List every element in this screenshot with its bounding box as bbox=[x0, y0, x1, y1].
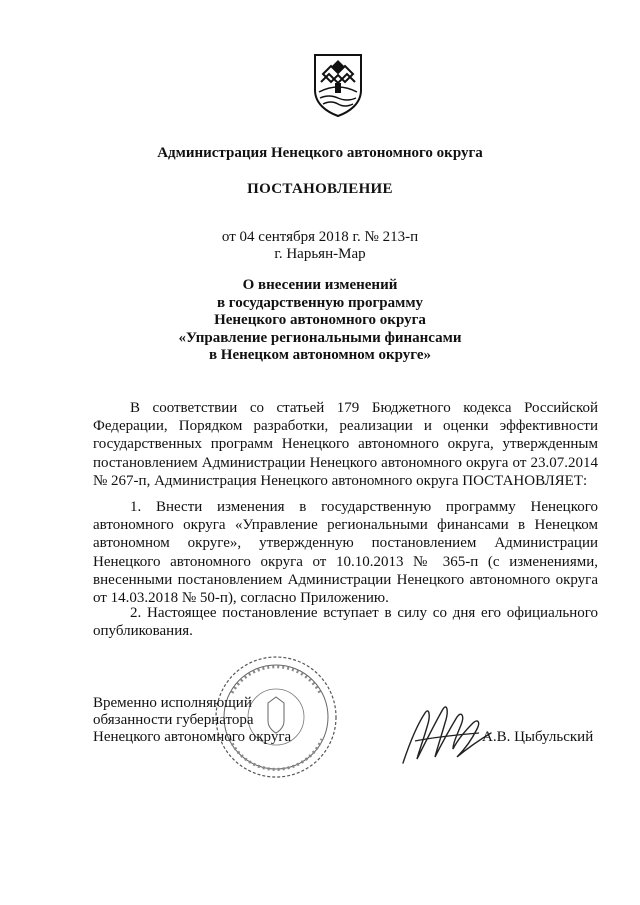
subject-line: Ненецкого автономного округа bbox=[214, 312, 426, 328]
item-1-paragraph: 1. Внести изменения в государственную программу Ненецкого автономного округа «Управление региональными финансами в Ненецком автономном округе», утвержденную постановлением Администрации Ненецкого автономного округа от 10.10.2013 № 365-п (с изменениями, внесенными постановлением Администрации Ненецкого автономного округа от 14.03.2018 № 50-п), согласно Приложению. bbox=[93, 499, 598, 607]
signer-name: А.В. Цыбульский bbox=[482, 729, 594, 745]
document-subject bbox=[0, 277, 640, 365]
position-line: обязанности губернатора bbox=[93, 712, 254, 728]
signatory-position bbox=[93, 695, 291, 746]
handwritten-signature-icon bbox=[395, 697, 495, 769]
document-city: г. Нарьян-Мар bbox=[274, 246, 366, 262]
organization-title: Администрация Ненецкого автономного округа bbox=[157, 145, 483, 161]
subject-line: О внесении изменений bbox=[242, 277, 398, 293]
intro-paragraph: В соответствии со статьей 179 Бюджетного кодекса Российской Федерации, Порядком разработки, реализации и оценки эффективности государственных программ Ненецкого автономного округа, утвержденным постановлением Администрации Ненецкого автономного округа от 23.07.2014 № 267-п, Администрация Ненецкого автономного округа ПОСТАНОВЛЯЕТ: bbox=[93, 400, 598, 489]
position-line: Временно исполняющий bbox=[93, 695, 252, 711]
subject-line: в государственную программу bbox=[216, 294, 424, 311]
subject-line: в Ненецком автономном округе» bbox=[208, 347, 432, 363]
item-2-paragraph: 2. Настоящее постановление вступает в силу со дня его официального опубликования. bbox=[93, 605, 598, 640]
subject-line: «Управление региональными финансами bbox=[178, 329, 462, 346]
document-date-number: от 04 сентября 2018 г. № 213-п bbox=[221, 229, 419, 245]
position-line: Ненецкого автономного округа bbox=[93, 729, 292, 745]
document-type: ПОСТАНОВЛЕНИЕ bbox=[247, 181, 393, 197]
coat-of-arms-icon bbox=[311, 52, 365, 118]
